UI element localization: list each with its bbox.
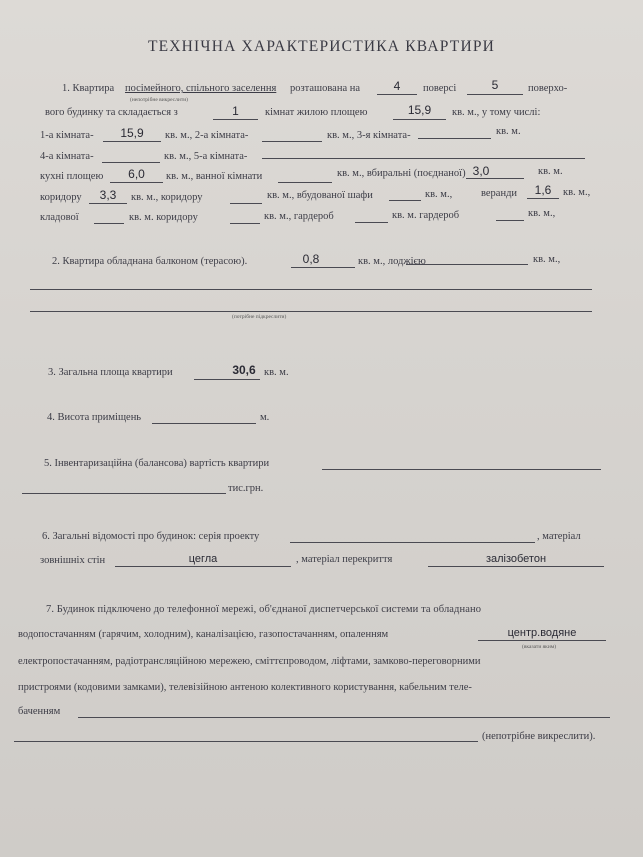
- living-area-value: 15,9: [407, 103, 432, 117]
- s7-line4: пристроями (кодовими замками), телевізійною антеною колективного користування, кабельним теле-: [18, 682, 472, 693]
- s7-note: (непотрібне викреслити).: [482, 731, 596, 742]
- total-area-value: 30,6: [232, 363, 256, 377]
- s5-text: 5. Інвентаризаційна (балансова) вартість квартири: [44, 458, 270, 469]
- s2-unit: кв. м.,: [533, 254, 561, 265]
- s6-text: 6. Загальні відомості про будинок: серія проекту: [42, 531, 260, 542]
- s4-unit: м.: [260, 412, 270, 423]
- page-title: ТЕХНІЧНА ХАРАКТЕРИСТИКА КВАРТИРИ: [147, 38, 496, 55]
- corridor3-label: кв. м. коридору: [129, 212, 198, 223]
- s4-text: 4. Висота приміщень: [47, 412, 142, 423]
- s1-line2-c: кв. м., у тому числі:: [452, 107, 541, 118]
- room1-value: 15,9: [120, 126, 144, 140]
- room3-unit: кв. м.: [496, 126, 521, 137]
- s1-type: посімейного, спільного заселення: [125, 83, 277, 94]
- floors-total-value: 5: [491, 78, 499, 92]
- s6-material-label: , матеріал: [537, 531, 581, 542]
- s1-line2-a: вого будинку та складається з: [45, 107, 178, 118]
- s5-unit: тис.грн.: [228, 483, 264, 494]
- kitchen-value: 6,0: [128, 167, 145, 181]
- veranda-value: 1,6: [534, 183, 552, 197]
- garderobe-label: кв. м., гардероб: [264, 211, 334, 222]
- s2-text: 2. Квартира обладнана балконом (терасою).: [52, 256, 248, 267]
- corridor2-label: кв. м., коридору: [131, 192, 203, 203]
- room2-label: кв. м., 2-а кімната-: [165, 130, 249, 141]
- room5-label: кв. м., 5-а кімната-: [164, 151, 248, 162]
- s3-text: 3. Загальна площа квартири: [48, 367, 173, 378]
- bath-label: кв. м., ванної кімнати: [166, 171, 263, 182]
- floor-value: 4: [393, 79, 401, 93]
- walls-label: зовнішніх стін: [40, 555, 106, 566]
- s7-line3: електропостачанням, радіотрансляційною мережею, сміттєпроводом, ліфтами, замково-переговорними: [18, 656, 481, 667]
- s7-line2: водопостачанням (гарячим, холодним), каналізацією, газопостачанням, опаленням: [18, 629, 389, 640]
- wc-value: 3,0: [472, 164, 490, 178]
- s1-line2-b: кімнат жилою площею: [265, 107, 368, 118]
- floor-label: поверсі: [423, 83, 457, 94]
- veranda-unit: кв. м.,: [425, 189, 453, 200]
- walls-value: цегла: [188, 553, 218, 565]
- corridor-value: 3,3: [99, 188, 117, 202]
- wc-label: кв. м., вбиральні (поєднаної): [337, 168, 466, 179]
- s1-mid: розташована на: [290, 83, 361, 94]
- s7-line5: баченням: [18, 706, 61, 717]
- s3-unit: кв. м.: [264, 367, 289, 378]
- s1-strike-note: (непотрібне викреслити): [130, 97, 188, 103]
- overlap-label: , матеріал перекриття: [296, 554, 393, 565]
- garderobe-unit: кв. м.,: [528, 208, 556, 219]
- veranda-unit2: кв. м.,: [563, 187, 591, 198]
- veranda-label: веранди: [481, 188, 518, 199]
- balcony-value: 0,8: [302, 252, 320, 266]
- heating-value: центр.водяне: [507, 627, 577, 639]
- heating-note: (вказати яким): [522, 644, 557, 650]
- room3-label: кв. м., 3-я кімната-: [327, 130, 411, 141]
- s2-mid: кв. м., лоджією: [358, 256, 426, 267]
- room1-label: 1-а кімната-: [40, 130, 94, 141]
- s7-line1: 7. Будинок підключено до телефонної мережі, об'єднаної диспетчерської системи та обладнано: [46, 604, 482, 615]
- room4-label: 4-а кімната-: [40, 151, 94, 162]
- rooms-value: 1: [232, 104, 239, 118]
- storage-label: кладової: [40, 212, 79, 223]
- overlap-value: залізобетон: [485, 553, 547, 565]
- kitchen-label: кухні площею: [40, 171, 104, 182]
- s2-note: (потрібне підкреслити): [232, 314, 287, 320]
- corridor-label: коридору: [40, 192, 82, 203]
- s1-prefix: 1. Квартира: [62, 83, 115, 94]
- wardrobe-label: кв. м., вбудованої шафи: [267, 190, 373, 201]
- garderobe2-label: кв. м. гардероб: [392, 210, 460, 221]
- floors-label: поверхо-: [528, 83, 568, 94]
- wc-unit: кв. м.: [538, 166, 563, 177]
